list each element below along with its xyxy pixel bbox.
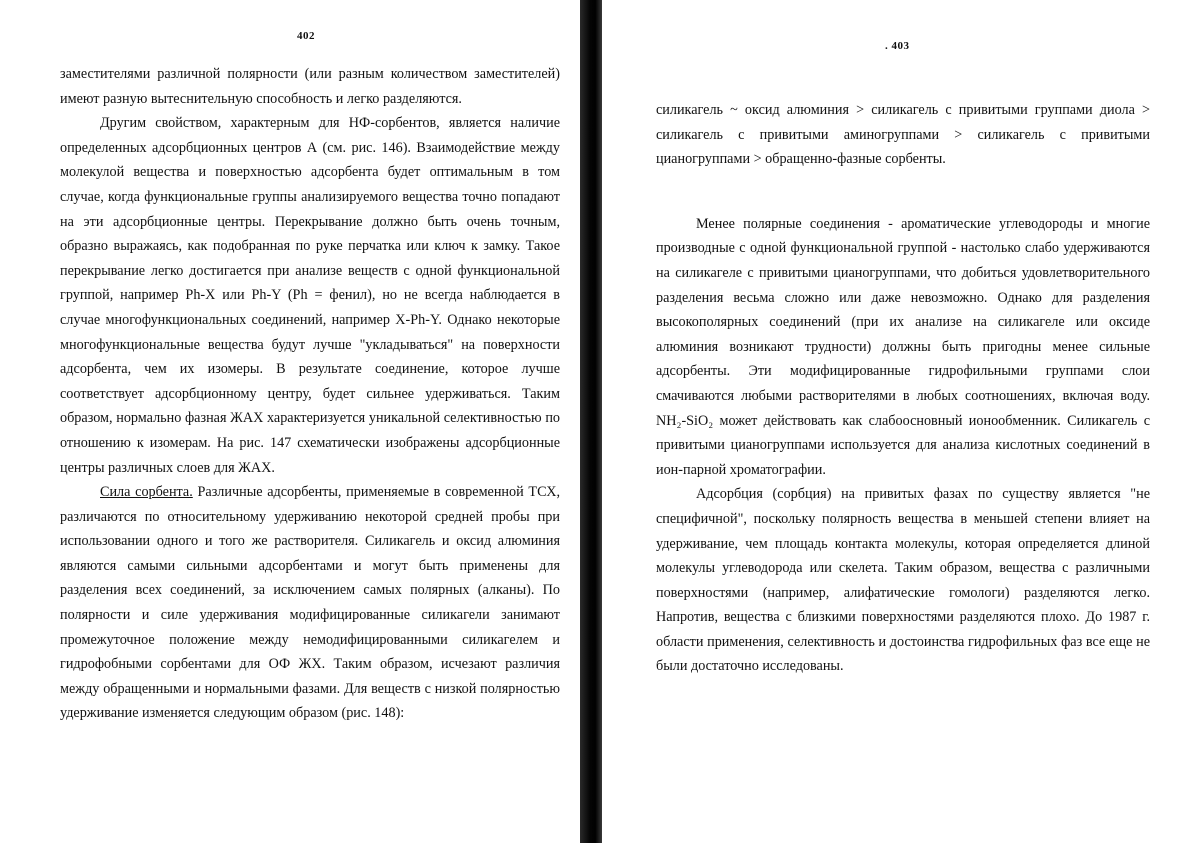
right-page-text <box>656 98 1150 679</box>
section-heading: Сила сорбента. <box>100 484 193 501</box>
paragraph-spacer <box>656 172 1150 212</box>
left-page <box>0 0 580 843</box>
page-number: 402 <box>297 30 315 42</box>
page-number: . 403 <box>885 40 910 52</box>
book-gutter <box>580 0 602 843</box>
paragraph-text: Различные адсорбенты, применяемые в современной ТСХ, различаются по относительному удерживанию некоторой средней пробы при использовании одного и того же растворителя. Силикагель и оксид алюминия являются самыми сильными адсорбентами и могут быть применены для разделения всех соединений, за исключением самых полярных (алканы). По полярности и силе удерживания модифицированные силикагели занимают промежуточное положение между немодифицированными силикагелем и гидрофобными сорбентами для ОФ ЖХ. Таким образом, исчезают различия между обращенными и нормальными фазами. Для веществ с низкой полярностью удерживание изменяется следующим образом (рис. 148): <box>60 484 560 722</box>
paragraph <box>60 480 560 726</box>
paragraph: заместителями различной полярности (или разным количеством заместителей) имеют разную вытеснительную способность и легко разделяются. <box>60 66 560 107</box>
paragraph: Адсорбция (сорбция) на привитых фазах по существу является "не специфичной", поскольку полярность вещества в меньшей степени влияет на удерживание, чем площадь контакта молекулы, которая определяется длиной молекулы углеводорода или скелета. Таким образом, вещества с различными поверхностями (например, алифатические гомологи) разделяются легко. Напротив, вещества с близкими поверхностями разделяются плохо. До 1987 г. области применения, селективность и достоинства гидрофильных фаз все еще не были достаточно исследованы. <box>656 486 1150 675</box>
paragraph: силикагель ~ оксид алюминия > силикагель с привитыми группами диола > силикагель с привитыми аминогруппами > силикагель с привитыми цианогруппами > обращенно-фазные сорбенты. <box>656 102 1150 168</box>
right-page <box>602 0 1200 843</box>
paragraph: Менее полярные соединения - ароматические углеводороды и многие производные с одной функциональной группой - настолько слабо удерживаются на силикагеле с привитыми цианогруппами, что добиться удовлетворительного разделения весьма сложно или даже невозможно. Однако для разделения высокополярных соединений (при их анализе на силикагеле или оксиде алюминия возникают трудности) должны быть пригодны менее сильные адсорбенты. Эти модифицированные гидрофильными группами слои смачиваются любыми растворителями в любых соотношениях, включая воду. NH₂-SiO₂ может действовать как слабоосновный ионообменник. Силикагель с привитыми цианогруппами используется для анализа кислотных соединений в ион-парной хроматографии. <box>656 215 1150 478</box>
left-page-text <box>60 62 560 726</box>
paragraph: Другим свойством, характерным для НФ-сорбентов, является наличие определенных адсорбционных центров А (см. рис. 146). Взаимодействие между молекулой вещества и поверхностью адсорбента будет оптимальным в том случае, когда функциональные группы анализируемого вещества точно попадают на эти адсорбционные центры. Перекрывание должно быть очень точным, образно выражаясь, как подобранная по руке перчатка или ключ к замку. Такое перекрывание легко достигается при анализе веществ с одной функциональной группой, например Ph-X или Ph-Y (Ph = фенил), но не всегда наблюдается в случае многофункциональных соединений, например X-Ph-Y. Однако некоторые многофункциональные вещества будут лучше "укладываться" на поверхности адсорбента, чем их изомеры. В результате соединение, которое лучше соответствует адсорбционному центру, будет сильнее удерживаться. Таким образом, нормально фазная ЖАХ характеризуется уникальной селективностью по отношению к изомерам. На рис. 147 схематически изображены адсорбционные центры различных слоев для ЖАХ. <box>60 115 560 476</box>
